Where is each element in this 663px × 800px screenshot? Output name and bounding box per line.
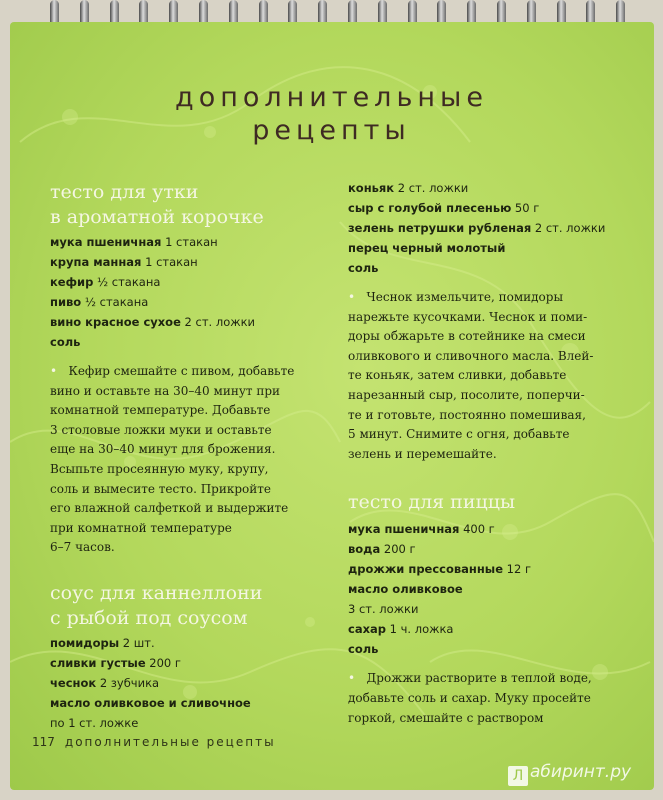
watermark-text: абиринт.ру	[530, 762, 632, 782]
ingredient: соль	[348, 261, 379, 275]
ingredient: кефир ½ стакана	[50, 275, 161, 289]
ingredient: зелень петрушки рубленая 2 ст. ложки	[348, 221, 606, 235]
bullet-icon: •	[348, 671, 356, 686]
ingredient: перец черный молотый	[348, 241, 506, 255]
recipe-title-duck-dough: тесто для утки в ароматной корочке	[50, 181, 264, 228]
bullet-icon: •	[50, 364, 58, 378]
ingredient: 3 ст. ложки	[348, 602, 419, 617]
ingredient: сыр с голубой плесенью 50 г	[348, 201, 540, 215]
page-title-line-2: рецепты	[252, 115, 411, 146]
watermark	[508, 762, 631, 786]
page-number: 117	[32, 735, 55, 749]
ingredient: по 1 ст. ложке	[50, 715, 139, 730]
labirint-logo-icon: Л	[508, 766, 528, 786]
left-column	[50, 180, 330, 733]
ingredient: дрожжи прессованные 12 г	[348, 562, 532, 577]
ingredient-list	[50, 633, 330, 733]
instructions: • Дрожжи растворите в теплой воде, добавьте соль и сахар. Муку просейте горкой, смешайте с раствором	[348, 671, 592, 725]
right-column	[348, 178, 638, 728]
ingredient-list	[348, 519, 638, 659]
recipe-title-cannelloni-sauce: соус для каннеллони с рыбой под соусом	[50, 581, 263, 629]
ingredient: соль	[348, 642, 379, 657]
ingredient: сахар 1 ч. ложка	[348, 622, 454, 637]
instructions: • Чеснок измельчите, помидоры нарежьте кусочками. Чеснок и поми- доры обжарьте в сотейнике на смеси оливкового и сливочного масла. Влей- те коньяк, затем сливки, добавьте нарезанный сыр, посолите, поперчи- те и готовьте, постоянно помешивая, 5 минут. Снимите с огня, добавьте зелень и перемешайте.	[348, 290, 594, 461]
ingredient: вино красное сухое 2 ст. ложки	[50, 315, 256, 329]
ingredient: соль	[50, 335, 81, 349]
footer-section-title: дополнительные рецепты	[64, 735, 276, 749]
instructions: • Кефир смешайте с пивом, добавьте вино и оставьте на 30–40 минут при комнатной температуре. Добавьте 3 столовые ложки муки и оставьте еще на 30–40 минут для брожения. Всыпьте просеянную муку, крупу, соль и вымесите тесто. Прикройте его влажной салфеткой и выдержите при комнатной температуре 6–7 часов.	[50, 364, 295, 555]
ingredient-list	[50, 232, 330, 352]
recipe-title-pizza-dough: тесто для пиццы	[348, 491, 516, 514]
page-title-line-1: дополнительные	[175, 82, 488, 113]
ingredient: мука пшеничная 400 г	[348, 522, 495, 537]
ingredient: сливки густые 200 г	[50, 655, 181, 670]
ingredient: масло оливковое и сливочное	[50, 695, 251, 710]
ingredient: коньяк 2 ст. ложки	[348, 181, 469, 195]
ingredient: крупа манная 1 стакан	[50, 255, 198, 269]
ingredient: помидоры 2 шт.	[50, 635, 155, 650]
ingredient: чеснок 2 зубчика	[50, 675, 160, 690]
ingredient: вода 200 г	[348, 542, 416, 557]
ingredient: пиво ½ стакана	[50, 295, 149, 309]
ingredient-list	[348, 178, 638, 278]
bullet-icon: •	[348, 290, 356, 304]
ingredient: мука пшеничная 1 стакан	[50, 235, 218, 249]
page-footer	[32, 735, 276, 749]
ingredient: масло оливковое	[348, 582, 463, 597]
